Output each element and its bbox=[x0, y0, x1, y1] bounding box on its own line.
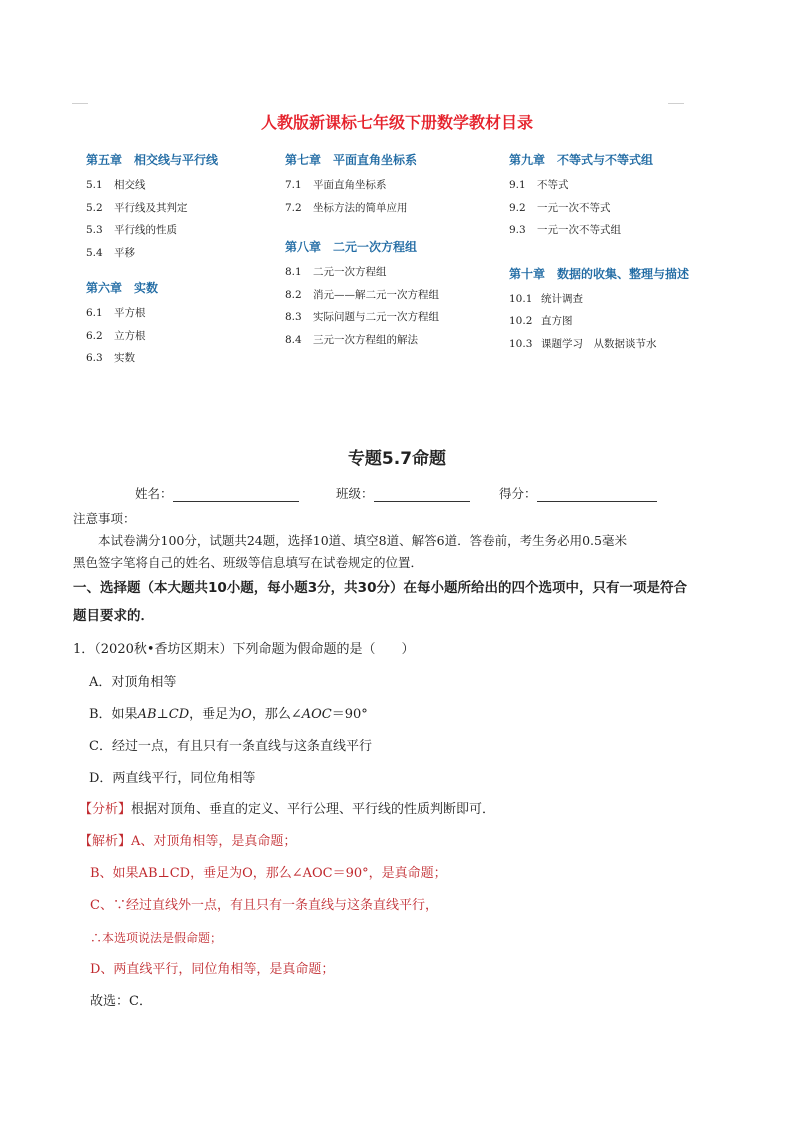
toc-column bbox=[285, 152, 439, 355]
toc-section-item bbox=[285, 201, 439, 224]
toc-column bbox=[509, 152, 689, 359]
class-field[interactable] bbox=[336, 484, 470, 502]
toc-section-title: 平行线的性质 bbox=[114, 224, 177, 236]
toc-section-number: 5.4 bbox=[86, 246, 103, 259]
toc-section-title: 一元一次不等式 bbox=[537, 201, 611, 214]
question-1-stem: 1．（2020秋•香坊区期末）下列命题为假命题的是（ ） bbox=[73, 642, 415, 657]
class-line[interactable] bbox=[374, 489, 470, 502]
toc-chapter-heading: 第九章 不等式与不等式组 bbox=[509, 153, 654, 167]
option-c: C．经过一点，有且只有一条直线与这条直线平行 bbox=[89, 739, 372, 754]
notice-line-1: 本试卷满分100分，试题共24题，选择10道、填空8道、解答6道．答卷前，考生务必用0.5毫米 bbox=[98, 533, 627, 548]
toc-chapter-heading: 第六章 实数 bbox=[86, 281, 159, 295]
toc-section-number: 8.3 bbox=[285, 311, 302, 323]
section-one-heading bbox=[73, 574, 733, 630]
toc-section-title: 平面直角坐标系 bbox=[313, 179, 387, 191]
toc-section-number: 6.3 bbox=[86, 352, 103, 364]
toc-section-number: 5.1 bbox=[86, 179, 103, 191]
toc-chapter-heading: 第七章 平面直角坐标系 bbox=[285, 153, 418, 167]
toc-section-title: 相交线 bbox=[114, 179, 146, 191]
toc-section-title: 直方图 bbox=[541, 315, 573, 327]
toc-section-title: 平方根 bbox=[114, 307, 146, 319]
toc-section-title: 不等式 bbox=[537, 179, 569, 191]
toc-section-item bbox=[509, 337, 689, 360]
solution-b: B、如果AB⊥CD，垂足为O，那么∠AOC＝90°，是真命题； bbox=[90, 866, 447, 881]
solution-c-conclusion: ∴本选项说法是假命题； bbox=[90, 931, 223, 945]
toc-section-item bbox=[86, 178, 218, 201]
toc-section-title: 一元一次不等式组 bbox=[537, 224, 621, 236]
toc-section-title: 平行线及其判定 bbox=[114, 201, 188, 214]
option-a: A．对顶角相等 bbox=[89, 675, 177, 690]
toc-section-item bbox=[86, 223, 218, 246]
class-label: 班级： bbox=[336, 486, 374, 501]
notice-block bbox=[73, 508, 733, 574]
section-one-line-2: 题目要求的． bbox=[73, 608, 154, 624]
toc-section-number: 7.1 bbox=[285, 179, 302, 191]
notice-line-2: 黑色签字笔将自己的姓名、班级等信息填写在试卷规定的位置． bbox=[73, 555, 424, 570]
toc-section-title: 统计调查 bbox=[541, 292, 583, 305]
toc-section-item bbox=[86, 306, 218, 329]
toc-section-item bbox=[509, 292, 689, 315]
toc-section-number: 7.2 bbox=[285, 201, 302, 214]
solution-a: A、对顶角相等，是真命题； bbox=[131, 834, 297, 849]
toc-section-number: 8.2 bbox=[285, 288, 302, 301]
toc-section-item bbox=[285, 288, 439, 311]
toc-chapter-heading: 第八章 二元一次方程组 bbox=[285, 240, 418, 254]
toc-section-title: 三元一次方程组的解法 bbox=[313, 333, 418, 346]
toc-section-title: 消元——解二元一次方程组 bbox=[313, 288, 439, 301]
toc-section-item bbox=[86, 351, 218, 374]
toc-section-number: 8.4 bbox=[285, 333, 302, 346]
score-field[interactable] bbox=[499, 484, 657, 502]
notice-label: 注意事项： bbox=[73, 511, 136, 526]
answer-line: 故选：C． bbox=[90, 994, 152, 1009]
toc-section-number: 6.2 bbox=[86, 329, 103, 342]
toc-section-number: 9.3 bbox=[509, 224, 526, 236]
toc-section-item bbox=[285, 178, 439, 201]
score-label: 得分： bbox=[499, 486, 537, 501]
toc-section-title: 平移 bbox=[114, 246, 135, 259]
toc-column bbox=[86, 152, 218, 374]
toc-section-title: 坐标方法的简单应用 bbox=[313, 201, 408, 214]
solution-c: C、∵经过直线外一点，有且只有一条直线与这条直线平行， bbox=[90, 898, 438, 913]
score-line[interactable] bbox=[537, 489, 657, 502]
solution-tag: 【解析】 bbox=[79, 834, 132, 849]
toc-section-title: 二元一次方程组 bbox=[313, 266, 387, 278]
toc-section-item bbox=[285, 333, 439, 356]
toc-section-item bbox=[509, 201, 689, 224]
toc-section-number: 9.1 bbox=[509, 179, 526, 191]
toc-section-item bbox=[86, 246, 218, 269]
toc-chapter-heading: 第五章 相交线与平行线 bbox=[86, 153, 219, 167]
toc-chapter-heading: 第十章 数据的收集、整理与描述 bbox=[509, 266, 690, 281]
analysis-tag: 【分析】 bbox=[79, 802, 132, 817]
section-one-line-1: 一、选择题（本大题共10小题，每小题3分，共30分）在每小题所给出的四个选项中，只有一项是符合 bbox=[73, 580, 687, 596]
toc-section-number: 8.1 bbox=[285, 266, 302, 278]
corner-mark-left bbox=[72, 103, 88, 104]
corner-mark-right bbox=[668, 103, 684, 104]
doc-title: 专题5.7命题 bbox=[347, 449, 447, 469]
name-field[interactable] bbox=[135, 484, 299, 502]
toc-section-item bbox=[285, 310, 439, 333]
toc-section-number: 10.1 bbox=[509, 292, 533, 305]
toc-section-title: 实数 bbox=[114, 352, 135, 364]
analysis-line bbox=[79, 801, 495, 819]
solution-line-a bbox=[79, 833, 296, 851]
name-label: 姓名： bbox=[135, 486, 173, 501]
toc-section-number: 5.3 bbox=[86, 224, 103, 236]
solution-d: D、两直线平行，同位角相等，是真命题； bbox=[90, 962, 335, 977]
toc-section-title: 立方根 bbox=[114, 329, 146, 342]
toc-section-item bbox=[86, 201, 218, 224]
toc-section-item bbox=[285, 265, 439, 288]
toc-section-title: 课题学习 从数据谈节水 bbox=[541, 337, 657, 350]
option-b: B．如果AB⊥CD，垂足为O，那么∠AOC＝90° bbox=[89, 707, 368, 722]
toc-title: 人教版新课标七年级下册数学教材目录 bbox=[260, 113, 533, 132]
toc-section-number: 9.2 bbox=[509, 201, 526, 214]
toc-section-item bbox=[509, 178, 689, 201]
toc-section-number: 6.1 bbox=[86, 307, 103, 319]
toc-section-number: 10.2 bbox=[509, 315, 533, 327]
toc-section-item bbox=[86, 329, 218, 352]
name-line[interactable] bbox=[173, 489, 299, 502]
toc-section-title: 实际问题与二元一次方程组 bbox=[313, 311, 439, 323]
toc-section-number: 5.2 bbox=[86, 201, 103, 214]
toc-section-item bbox=[509, 223, 689, 246]
toc-section-number: 10.3 bbox=[509, 337, 533, 350]
toc-section-item bbox=[509, 314, 689, 337]
option-d: D．两直线平行，同位角相等 bbox=[89, 771, 256, 786]
analysis-text: 根据对顶角、垂直的定义、平行公理、平行线的性质判断即可． bbox=[131, 802, 496, 817]
